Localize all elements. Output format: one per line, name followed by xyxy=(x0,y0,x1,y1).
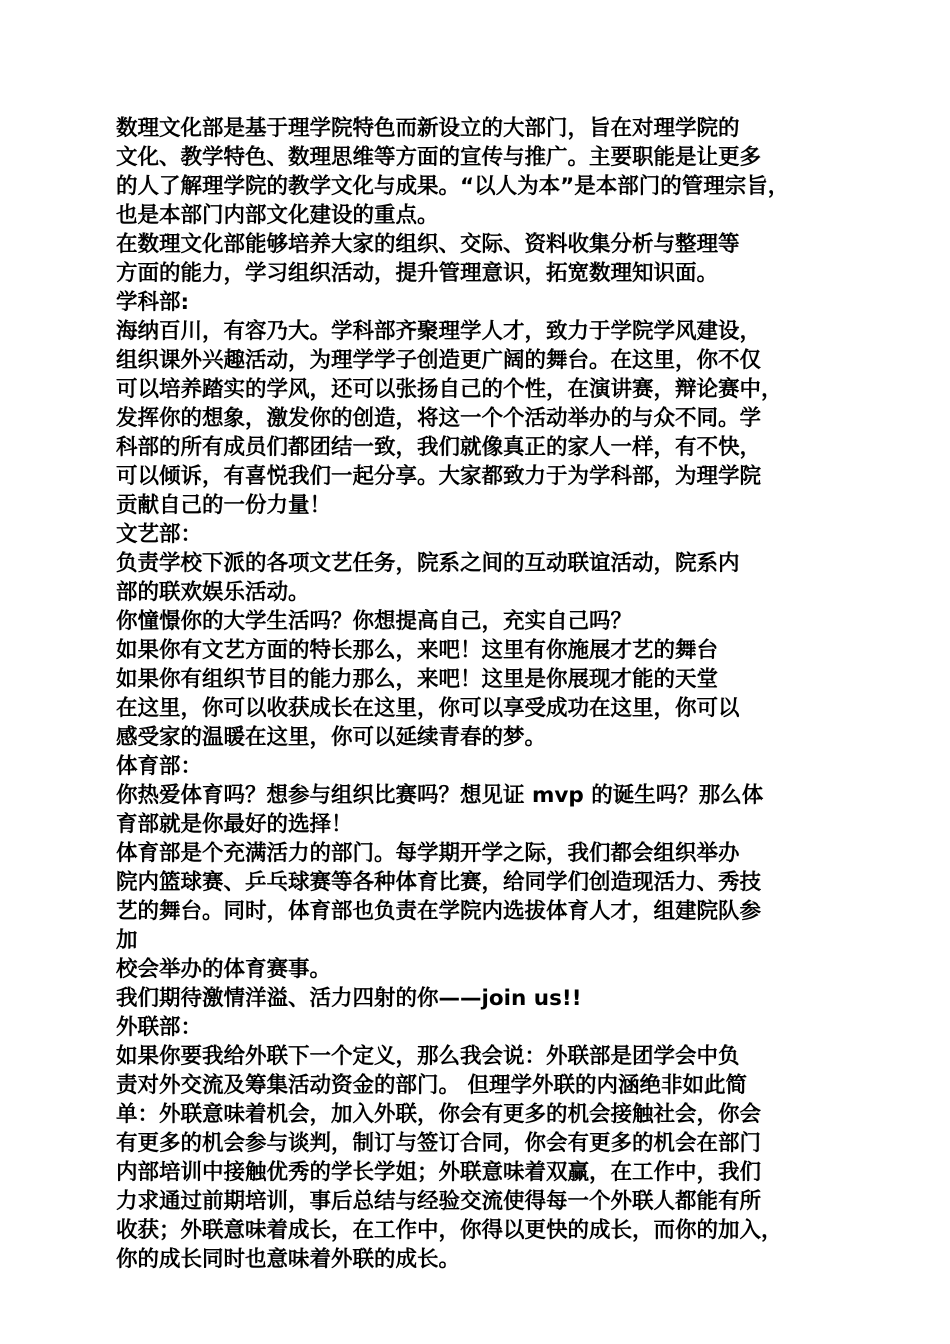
document-page xyxy=(116,114,846,1274)
paragraph-line: 我们期待激情洋溢、活力四射的你——join us!! xyxy=(116,986,582,1011)
paragraph-line: 体育部是个充满活力的部门。每学期开学之际，我们都会组织举办 xyxy=(116,841,740,866)
paragraph-line: 在这里，你可以收获成长在这里，你可以享受成功在这里，你可以 xyxy=(116,696,740,721)
paragraph-line: 你憧憬你的大学生活吗？你想提高自己，充实自己吗？ xyxy=(116,609,633,634)
paragraph-line: 收获；外联意味着成长，在工作中，你得以更快的成长，而你的加入， xyxy=(116,1218,783,1243)
paragraph-line: 你的成长同时也意味着外联的成长。 xyxy=(116,1247,461,1272)
paragraph-line: 部的联欢娱乐活动。 xyxy=(116,580,310,605)
paragraph-line: 可以培养踏实的学风，还可以张扬自己的个性，在演讲赛，辩论赛中， xyxy=(116,377,783,402)
paragraph-line: 海纳百川，有容乃大。学科部齐聚理学人才，致力于学院学风建设， xyxy=(116,319,762,344)
paragraph-line: 也是本部门内部文化建设的重点。 xyxy=(116,203,439,228)
paragraph-line: 如果你要我给外联下一个定义，那么我会说：外联部是团学会中负 xyxy=(116,1044,740,1069)
section-heading-wailian: 外联部： xyxy=(116,1015,203,1040)
section-heading-tiyu: 体育部： xyxy=(116,754,203,779)
paragraph-line: 力求通过前期培训，事后总结与经验交流使得每一个外联人都能有所 xyxy=(116,1189,762,1214)
paragraph-line: 的人了解理学院的教学文化与成果。“以人为本”是本部门的管理宗旨， xyxy=(116,174,790,199)
paragraph-line: 校会举办的体育赛事。 xyxy=(116,957,332,982)
paragraph-line: 感受家的温暖在这里，你可以延续青春的梦。 xyxy=(116,725,547,750)
paragraph-line: 负责学校下派的各项文艺任务，院系之间的互动联谊活动，院系内 xyxy=(116,551,740,576)
paragraph-line: 发挥你的想象，激发你的创造，将这一个个活动举办的与众不同。学 xyxy=(116,406,762,431)
paragraph-line: 在数理文化部能够培养大家的组织、交际、资料收集分析与整理等 xyxy=(116,232,740,257)
paragraph-line: 可以倾诉，有喜悦我们一起分享。大家都致力于为学科部，为理学院 xyxy=(116,464,762,489)
paragraph-line: 艺的舞台。同时，体育部也负责在学院内选拔体育人才，组建院队参 xyxy=(116,899,762,924)
paragraph-line: 你热爱体育吗？想参与组织比赛吗？想见证 mvp 的诞生吗？那么体 xyxy=(116,783,764,808)
paragraph-line: 单：外联意味着机会，加入外联，你会有更多的机会接触社会，你会 xyxy=(116,1102,762,1127)
paragraph-line: 责对外交流及筹集活动资金的部门。 但理学外联的内涵绝非如此简 xyxy=(116,1073,747,1098)
paragraph-line: 方面的能力，学习组织活动，提升管理意识，拓宽数理知识面。 xyxy=(116,261,719,286)
paragraph-line: 育部就是你最好的选择！ xyxy=(116,812,353,837)
paragraph-line: 院内篮球赛、乒乓球赛等各种体育比赛，给同学们创造现活力、秀技 xyxy=(116,870,762,895)
paragraph-line: 文化、教学特色、数理思维等方面的宣传与推广。主要职能是让更多 xyxy=(116,145,762,170)
paragraph-line: 加 xyxy=(116,928,138,953)
paragraph-line: 有更多的机会参与谈判，制订与签订合同，你会有更多的机会在部门 xyxy=(116,1131,762,1156)
section-heading-wenyi: 文艺部： xyxy=(116,522,203,547)
paragraph-line: 内部培训中接触优秀的学长学姐；外联意味着双赢，在工作中，我们 xyxy=(116,1160,762,1185)
paragraph-line: 如果你有文艺方面的特长那么，来吧！这里有你施展才艺的舞台 xyxy=(116,638,719,663)
paragraph-line: 如果你有组织节目的能力那么，来吧！这里是你展现才能的天堂 xyxy=(116,667,719,692)
paragraph-line: 数理文化部是基于理学院特色而新设立的大部门，旨在对理学院的 xyxy=(116,116,740,141)
paragraph-line: 贡献自己的一份力量！ xyxy=(116,493,332,518)
paragraph-line: 组织课外兴趣活动，为理学学子创造更广阔的舞台。在这里，你不仅 xyxy=(116,348,762,373)
section-heading-xueke: 学科部: xyxy=(116,290,190,315)
paragraph-line: 科部的所有成员们都团结一致，我们就像真正的家人一样，有不快， xyxy=(116,435,762,460)
